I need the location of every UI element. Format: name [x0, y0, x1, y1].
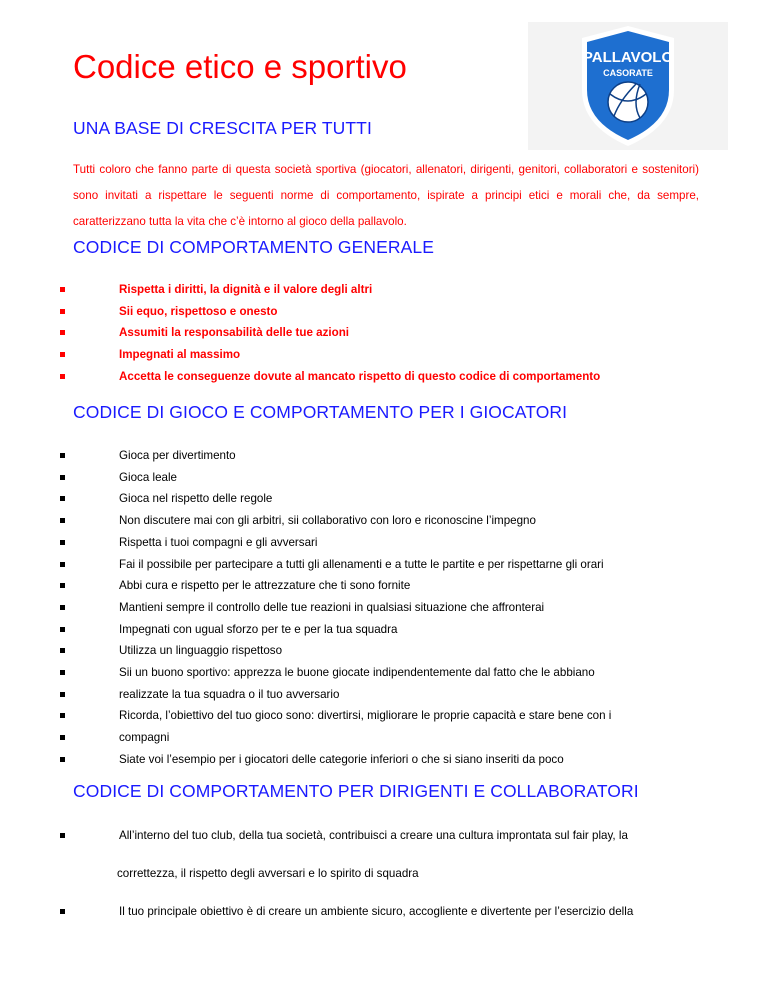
bullet-icon	[60, 735, 65, 740]
list-item: Gioca per divertimento	[119, 449, 236, 462]
list-item: Assumiti la responsabilità delle tue azioni	[119, 326, 350, 339]
bullet-icon	[60, 757, 65, 762]
bullet-icon	[60, 833, 65, 838]
bullet-icon	[60, 909, 65, 914]
bullet-icon	[60, 692, 65, 697]
bullet-icon	[60, 330, 65, 335]
shield-logo-icon	[528, 22, 728, 150]
club-logo	[528, 22, 728, 150]
bullet-icon	[60, 713, 65, 718]
bullet-icon	[60, 605, 65, 610]
list-item: Sii equo, rispettoso e onesto	[119, 305, 278, 318]
list-item: Sii un buono sportivo: apprezza le buone giocate indipendentemente dal fatto che le abbiano	[119, 666, 595, 679]
bullet-icon	[60, 374, 65, 379]
bullet-icon	[60, 518, 65, 523]
bullet-icon	[60, 453, 65, 458]
list-item: Il tuo principale obiettivo è di creare un ambiente sicuro, accogliente e divertente per l’esercizio della	[119, 905, 634, 918]
bullet-icon	[60, 648, 65, 653]
section-heading: CODICE DI GIOCO E COMPORTAMENTO PER I GIOCATORI	[73, 402, 568, 422]
bullet-icon	[60, 670, 65, 675]
bullet-icon	[60, 496, 65, 501]
bullet-icon	[60, 352, 65, 357]
bullet-icon	[60, 562, 65, 567]
list-item: compagni	[119, 731, 170, 744]
intro-paragraph: Tutti coloro che fanno parte di questa società sportiva (giocatori, allenatori, dirigenti, genitori, collaboratori e sostenitori) sono invitati a rispettare le seguenti norme di comportamento, ispirate a principi etici e morali che, da sempre, caratterizzano tutta la vita che c’è intorno al gioco della pallavolo.	[73, 163, 699, 228]
list-item: Siate voi l’esempio per i giocatori delle categorie inferiori o che si siano inseriti da poco	[119, 753, 564, 766]
bullet-icon	[60, 583, 65, 588]
bullet-icon	[60, 627, 65, 632]
document-title: Codice etico e sportivo	[73, 48, 407, 85]
list-item: All’interno del tuo club, della tua società, contribuisci a creare una cultura improntata sul fair play, la	[119, 829, 628, 842]
list-item: Utilizza un linguaggio rispettoso	[119, 644, 283, 657]
list-item: Gioca nel rispetto delle regole	[119, 492, 273, 505]
list-item: Accetta le conseguenze dovute al mancato rispetto di questo codice di comportamento	[119, 370, 601, 383]
bullet-icon	[60, 540, 65, 545]
section-heading: CODICE DI COMPORTAMENTO GENERALE	[73, 237, 435, 257]
list-item: Ricorda, l’obiettivo del tuo gioco sono: divertirsi, migliorare le proprie capacità e stare bene con i	[119, 709, 612, 722]
section-heading: UNA BASE DI CRESCITA PER TUTTI	[73, 118, 372, 138]
list-item: Non discutere mai con gli arbitri, sii collaborativo con loro e riconoscine l’impegno	[119, 514, 536, 527]
list-item-continuation: correttezza, il rispetto degli avversari e lo spirito di squadra	[117, 867, 419, 880]
list-item: Impegnati con ugual sforzo per te e per la tua squadra	[119, 623, 398, 636]
list-item: Rispetta i diritti, la dignità e il valore degli altri	[119, 283, 373, 296]
list-item: Rispetta i tuoi compagni e gli avversari	[119, 536, 318, 549]
list-item: Mantieni sempre il controllo delle tue reazioni in qualsiasi situazione che affronterai	[119, 601, 545, 614]
logo-name: PALLAVOLO	[582, 49, 674, 66]
list-item: realizzate la tua squadra o il tuo avversario	[119, 688, 340, 701]
section-heading: CODICE DI COMPORTAMENTO PER DIRIGENTI E COLLABORATORI	[73, 781, 639, 801]
logo-sub: CASORATE	[603, 68, 653, 78]
list-item: Impegnati al massimo	[119, 348, 241, 361]
list-item: Gioca leale	[119, 471, 178, 484]
list-item: Abbi cura e rispetto per le attrezzature che ti sono fornite	[119, 579, 411, 592]
list-item: Fai il possibile per partecipare a tutti gli allenamenti e a tutte le partite e per rispettarne gli orari	[119, 558, 604, 571]
bullet-icon	[60, 309, 65, 314]
bullet-icon	[60, 475, 65, 480]
bullet-icon	[60, 287, 65, 292]
